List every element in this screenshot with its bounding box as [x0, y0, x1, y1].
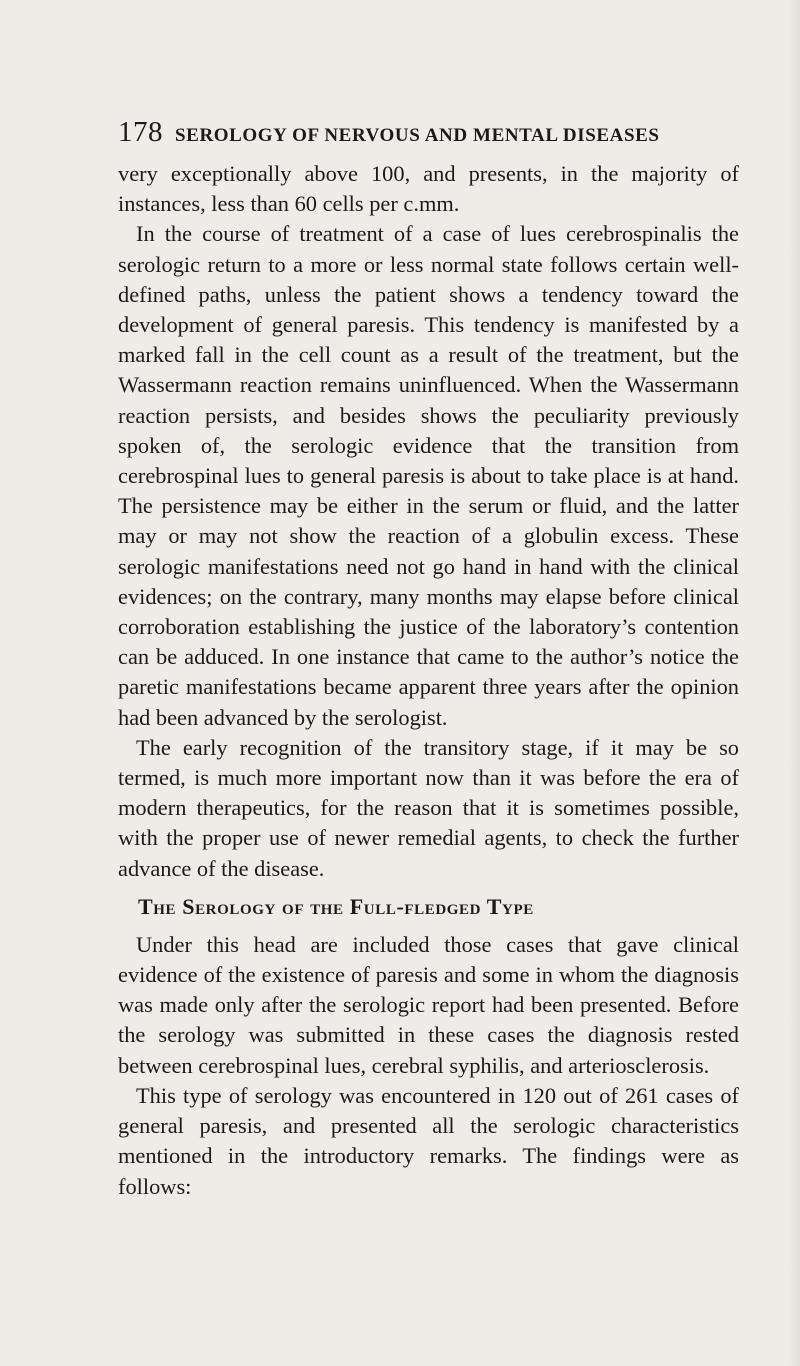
paragraph-under-this-head: Under this head are included those cases that gave clinical evidence of the existence of paresis and some in whom the diagnosis was made only after the serologic report had been presented. Before the serology was submitted in these cases the diagnosis rested between cerebrospinal lues, cerebral syphilis, and arteriosclerosis.: [118, 931, 739, 1078]
page-number: 178: [118, 116, 163, 148]
page-edge-shadow: [786, 0, 800, 1366]
body-text: [118, 159, 739, 1202]
section-heading: The Serology of the Full-fledged Type: [138, 893, 534, 919]
paragraph-type-encountered: This type of serology was encountered in 120 out of 261 cases of general paresis, and presented all the serologic characteristics mentioned in the introductory remarks. The findings were as follows:: [118, 1082, 739, 1199]
running-header: [118, 116, 738, 148]
paragraph-treatment-course: In the course of treatment of a case of lues cerebrospinalis the serologic return to a more or less normal state follows certain well-defined paths, unless the patient shows a tendency toward the development of general paresis. This tendency is manifested by a marked fall in the cell count as a result of the treatment, but the Wassermann reaction remains uninfluenced. When the Wassermann reaction persists, and besides shows the peculiarity previously spoken of, the serologic evidence that the transition from cerebrospinal lues to general paresis is about to take place is at hand. The persistence may be either in the serum or fluid, and the latter may or may not show the reaction of a globulin excess. These serologic manifestations need not go hand in hand with the clinical evidences; on the contrary, many months may elapse before clinical corroboration establishing the justice of the laboratory’s contention can be adduced. In one instance that came to the author’s notice the paretic manifestations became apparent three years after the opinion had been advanced by the serologist.: [118, 221, 739, 730]
running-title: SEROLOGY OF NERVOUS AND MENTAL DISEASES: [175, 125, 660, 146]
paragraph-early-recognition: The early recognition of the transitory stage, if it may be so termed, is much more important now than it was before the era of modern therapeutics, for the reason that it is sometimes possible, with the proper use of newer remedial agents, to check the further advance of the disease.: [118, 734, 739, 881]
paragraph-continued: very exceptionally above 100, and presents, in the majority of instances, less than 60 cells per c.mm.: [118, 161, 739, 217]
